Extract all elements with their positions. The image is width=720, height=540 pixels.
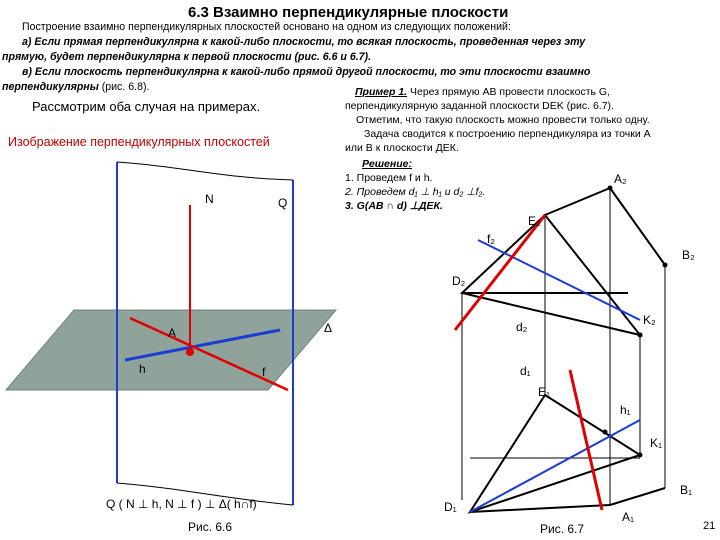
label-f2: f₂: [487, 232, 495, 246]
label-k1: K₁: [650, 436, 663, 450]
label-n: N: [205, 192, 214, 206]
solution-step-3: 3. G(AB ∩ d) ⊥ДЕК.: [345, 200, 443, 212]
formula: Q ( N ⊥ h, N ⊥ f ) ⊥ Δ( h∩f): [106, 497, 257, 511]
line-d1-blue: [470, 420, 640, 512]
point-a: [186, 348, 194, 356]
line-d2-red: [455, 215, 545, 330]
point-a2: [608, 186, 613, 191]
example-line-1-text: Через прямую АВ провести плоскость G,: [407, 86, 611, 98]
solution-step-2: 2. Проведем d₁ ⊥ h₁ и d₂ ⊥f₂.: [345, 186, 486, 198]
caption-6-6: Рис. 6.6: [188, 520, 233, 534]
solution-heading: Решение:: [362, 158, 412, 170]
point-k2: [638, 333, 643, 338]
statement-a-line-2: прямую, будет перпендикулярна к первой плоскости (рис. 6.6 и 6.7).: [2, 51, 372, 63]
label-d1-point: D₁: [444, 500, 457, 514]
label-f: f: [262, 365, 266, 379]
statement-b-line-1: в) Если плоскость перпендикулярна к какой-либо прямой другой плоскости, то эти плоскости взаимно: [22, 66, 591, 78]
label-h: h: [139, 362, 146, 376]
label-d2-point: D₂: [452, 274, 466, 288]
label-a1: A₁: [622, 510, 635, 524]
example-line-5: или В к плоскости ДЕК.: [345, 142, 459, 154]
label-q: Q: [278, 196, 288, 210]
label-h1: h₁: [620, 403, 631, 417]
page-title: 6.3 Взаимно перпендикулярные плоскости: [188, 4, 509, 21]
label-d2-line: d₂: [516, 320, 528, 334]
label-k2: K₂: [643, 313, 656, 327]
line-d1-a1: [470, 505, 610, 512]
line-a2-b2-left: [545, 188, 610, 215]
label-d1-line: d₁: [520, 364, 531, 378]
triangle-d1-e1-k1: [470, 395, 640, 512]
intro-text: Построение взаимно перпендикулярных плоскостей основано на одном из следующих положений:: [22, 21, 511, 33]
point-h1: [603, 430, 608, 435]
point-b2: [663, 263, 668, 268]
statement-b-rest: (рис. 6.8).: [98, 81, 150, 93]
line-a1-b1: [610, 488, 665, 505]
line-f2: [478, 240, 640, 320]
caption-6-7: Рис. 6.7: [540, 522, 585, 536]
plane-q-top-edge: [117, 162, 293, 180]
label-a: A: [168, 326, 177, 340]
example-line-3: Отметим, что такую плоскость можно провести только одну.: [356, 114, 650, 126]
label-e2: E₂: [528, 214, 541, 228]
label-b2: B₂: [682, 248, 695, 262]
label-b1: B₁: [680, 483, 693, 497]
label-a2: A₂: [614, 172, 627, 186]
statement-b-bold: перпендикулярны: [2, 81, 99, 93]
line-d1-red: [570, 370, 602, 510]
consider-text: Рассмотрим оба случая на примерах.: [32, 99, 261, 114]
example-label: Пример 1.: [355, 86, 408, 98]
solution-step-1: 1. Проведем f и h.: [345, 172, 433, 184]
example-line-4: Задача сводится к построению перпендикуляра из точки А: [364, 128, 651, 140]
statement-a-line-1: а) Если прямая перпендикулярна к какой-либо плоскости, то всякая плоскость, проведенная через эту: [22, 36, 586, 48]
label-delta: Δ: [324, 321, 333, 335]
example-line-2: перпендикулярную заданной плоскости DEK (рис. 6.7).: [345, 100, 614, 112]
page-number: 21: [703, 520, 716, 532]
label-e1: E₁: [538, 385, 551, 399]
figure-heading: Изображение перпендикулярных плоскостей: [8, 135, 270, 149]
edge-a2-b2: [610, 188, 665, 265]
point-k1: [638, 453, 643, 458]
